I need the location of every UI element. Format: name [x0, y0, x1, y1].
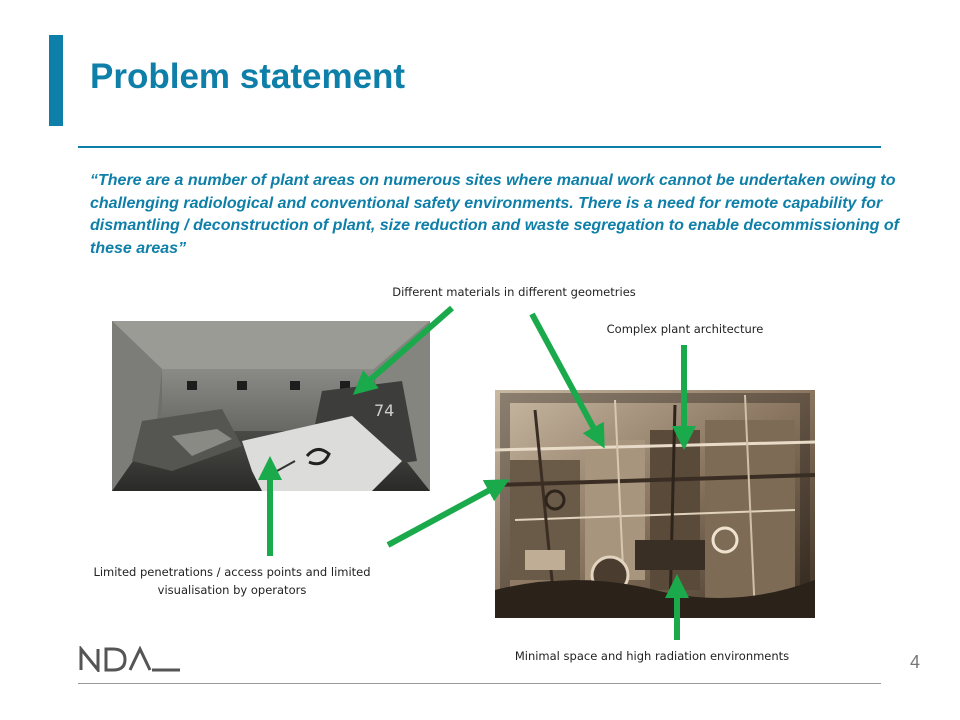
problem-quote: “There are a number of plant areas on numerous sites where manual work cannot be undertaken owing to challenging radiological and conventional safety environments. There is a need for remote capability for dismantling / deconstruction of plant, size reduction and waste segregation to enable decommissioning of these areas” — [90, 172, 899, 257]
footer-divider — [78, 683, 881, 684]
green-arrow-icon — [362, 308, 452, 387]
caption-architecture: Complex plant architecture — [606, 322, 764, 336]
green-arrow-icon — [532, 314, 599, 438]
caption-penetrations: Limited penetrations / access points and limited visualisation by operators — [93, 565, 371, 597]
slide-title: Problem statement — [90, 57, 406, 96]
page-number: 4 — [909, 652, 920, 672]
caption-materials: Different materials in different geometries — [392, 285, 636, 299]
svg-text:74: 74 — [374, 401, 395, 420]
caption-radiation: Minimal space and high radiation environments — [514, 649, 790, 663]
green-arrow-icon — [388, 485, 499, 545]
nda-logo — [78, 646, 182, 677]
